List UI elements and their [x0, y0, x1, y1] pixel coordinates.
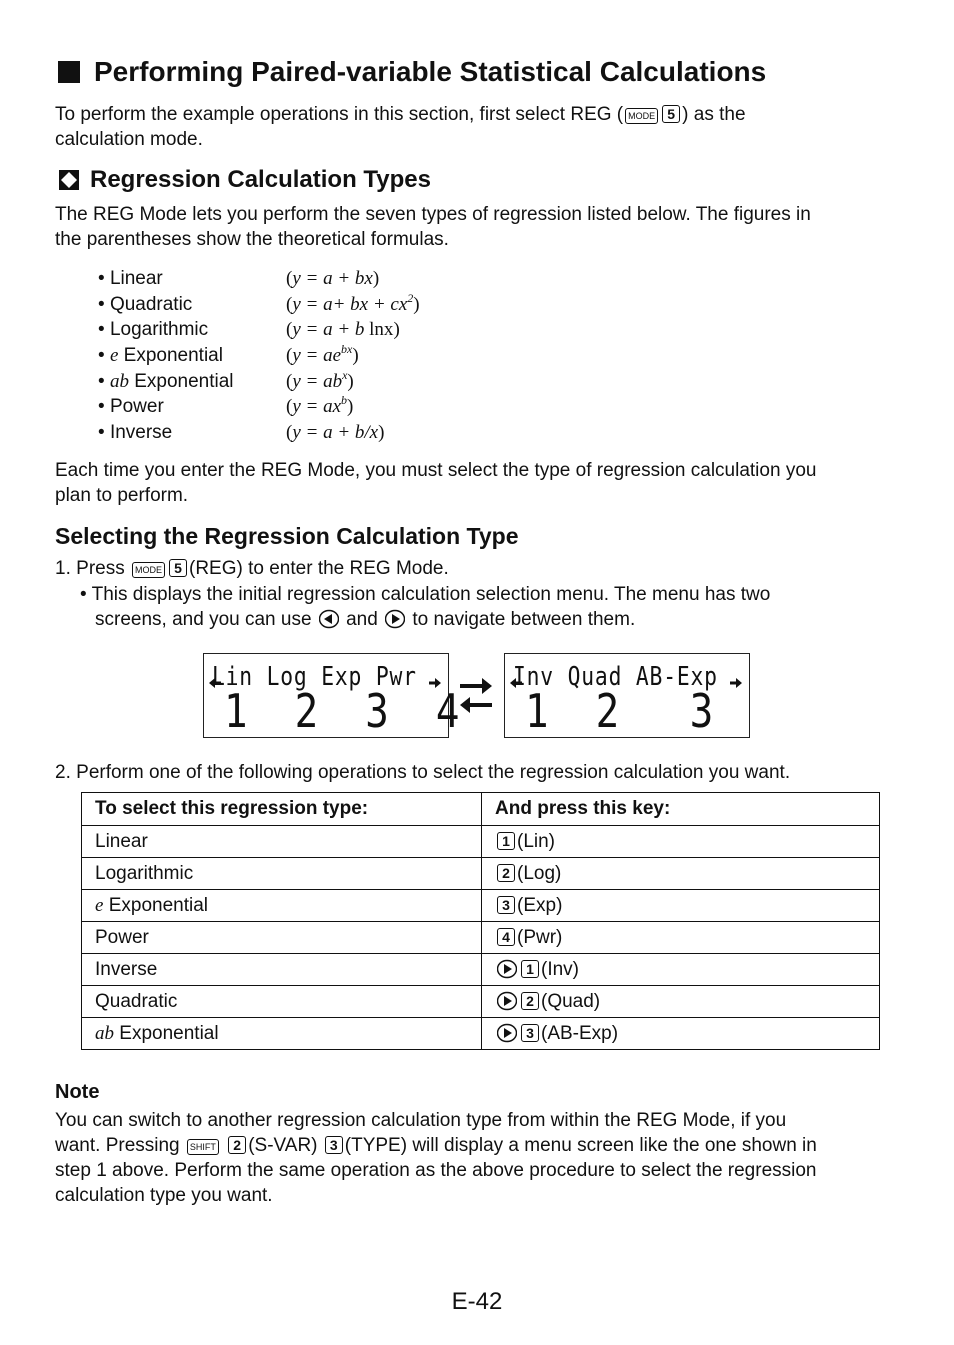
intro-text-after: ) as the: [682, 104, 746, 125]
key-label: (Log): [517, 862, 562, 884]
formula-close-paren: ): [352, 345, 359, 367]
list-item-prefix: ab: [109, 370, 129, 392]
number-key: 1: [521, 960, 539, 978]
selecting-heading: Selecting the Regression Calculation Type: [55, 523, 519, 549]
table-cell-type: [82, 922, 482, 954]
regression-list-item: [98, 367, 354, 395]
table-row: [82, 986, 880, 1018]
step-2-number: 2.: [55, 762, 71, 783]
formula-open-paren: (: [286, 422, 293, 444]
formula-open-paren: (: [286, 319, 293, 341]
number-key: 4: [497, 928, 515, 946]
list-item-formula: [286, 317, 400, 343]
table-row: [82, 922, 880, 954]
type-prefix: e: [95, 894, 104, 916]
table-cell-type: [82, 890, 482, 922]
list-item-name: Power: [109, 396, 164, 418]
type-name: Power: [95, 926, 149, 948]
formula-close-paren: ): [347, 370, 354, 392]
note-svar: (S-VAR): [248, 1135, 318, 1156]
heading-text: Performing Paired-variable Statistical Calculations: [94, 56, 767, 87]
shift-key: SHIFT: [187, 1139, 219, 1155]
table-cell-key: [482, 986, 880, 1018]
list-item-formula: [286, 394, 353, 420]
five-key: 5: [662, 105, 680, 123]
type-name: Inverse: [95, 958, 158, 980]
table-row: [82, 954, 880, 986]
subheading-text: Regression Calculation Types: [90, 166, 431, 193]
list-bullet: •: [98, 396, 105, 418]
note-line4: calculation type you want.: [55, 1185, 273, 1206]
formula-exponent: 2: [407, 290, 414, 305]
section-marker-icon: [58, 169, 80, 191]
list-bullet: •: [98, 293, 105, 315]
type-name: Linear: [95, 830, 148, 852]
table-header-type: To select this regression type:: [82, 793, 482, 826]
table-row: [82, 858, 880, 890]
formula-main: y = ae: [292, 345, 342, 367]
step-1-bullet-text-a: screens, and you can use: [95, 609, 312, 630]
regression-intro: [55, 202, 811, 252]
note-body: [55, 1108, 817, 1208]
step-1-bullet: [80, 582, 770, 632]
step-1-rest: (REG) to enter the REG Mode.: [189, 558, 449, 579]
step-2-text: Perform one of the following operations to select the regression calculation you want.: [76, 762, 791, 783]
formula-close-paren: ): [413, 293, 420, 315]
formula-main: y = a+ bx + cx: [292, 293, 408, 315]
heading-square-icon: [58, 61, 80, 83]
type-name: Exponential: [114, 1022, 219, 1044]
type-prefix: ab: [95, 1022, 114, 1044]
formula-close-paren: ): [393, 319, 400, 341]
note-title: Note: [55, 1081, 100, 1103]
formula-exponent: x: [342, 367, 348, 382]
formula-open-paren: (: [286, 345, 293, 367]
note-line2a: want. Pressing: [55, 1135, 180, 1156]
table-cell-type: [82, 986, 482, 1018]
regression-intro-line1: The REG Mode lets you perform the seven types of regression listed below. The figures in: [55, 204, 811, 225]
key-label: (Exp): [517, 894, 563, 916]
formula-open-paren: (: [286, 370, 293, 392]
type-name: Quadratic: [95, 990, 178, 1012]
formula-exponent: b: [341, 393, 348, 408]
table-row: [82, 1018, 880, 1050]
list-item-name: Linear: [109, 268, 163, 289]
table-cell-key: [482, 922, 880, 954]
reg-mode-note-line1: Each time you enter the REG Mode, you must select the type of regression calculation you: [55, 460, 817, 481]
type-name: Exponential: [103, 894, 209, 916]
table-cell-key: [482, 826, 880, 858]
intro-text-before: To perform the example operations in this section, first select REG (: [55, 104, 624, 125]
lcd-right-arrow-icon: [729, 676, 743, 690]
right-arrow-key-icon: [385, 609, 405, 629]
list-item-prefix: e: [109, 345, 119, 367]
screen-switch-icon: [458, 675, 494, 715]
key-label: (Inv): [541, 958, 579, 980]
right-arrow-key-icon: [497, 959, 517, 979]
lcd-screen-2-menu: Inv Quad AB-Exp: [513, 662, 718, 692]
formula-close-paren: ): [347, 396, 354, 418]
table-cell-key: [482, 858, 880, 890]
list-bullet: •: [98, 422, 105, 444]
step-1-bullet-and: and: [346, 609, 378, 630]
regression-types-heading: [58, 166, 431, 194]
formula-main: y = a + bx: [292, 268, 373, 289]
formula-main: y = ax: [292, 396, 342, 418]
regression-list-item: [98, 420, 385, 446]
lcd-screen-1: [203, 653, 460, 738]
three-key: 3: [325, 1136, 343, 1154]
regression-intro-line2: the parentheses show the theoretical formulas.: [55, 229, 449, 250]
key-label: (Lin): [517, 830, 556, 852]
mode-key: MODE: [132, 562, 165, 578]
two-key: 2: [228, 1136, 246, 1154]
formula-exponent: bx: [341, 342, 353, 357]
list-item-formula: [286, 420, 384, 446]
mode-key: MODE: [625, 108, 658, 124]
key-label: (Quad): [541, 990, 601, 1012]
step-2: [55, 760, 790, 785]
regression-list-item: [98, 342, 359, 369]
list-item-name: Logarithmic: [109, 319, 209, 341]
left-arrow-key-icon: [319, 609, 339, 629]
right-arrow-key-icon: [497, 991, 517, 1011]
lcd-screen-2-numbers: 1 2 3: [525, 684, 714, 738]
formula-close-paren: ): [372, 268, 380, 289]
key-label: (Pwr): [517, 926, 563, 948]
page-number: E-42: [451, 1288, 503, 1315]
regression-list-item: [98, 266, 380, 292]
formula-main: y = a + b/x: [292, 422, 379, 444]
note-line3: step 1 above. Perform the same operation as the above procedure to select the regression: [55, 1160, 817, 1181]
note-line1: You can switch to another regression calculation type from within the REG Mode, if you: [55, 1110, 787, 1131]
table-row: [82, 826, 880, 858]
formula-main: y = ab: [292, 370, 343, 392]
intro-paragraph: [55, 102, 746, 152]
step-1: [55, 556, 449, 581]
number-key: 1: [497, 832, 515, 850]
table-cell-type: [82, 858, 482, 890]
list-item-name: Exponential: [118, 345, 223, 367]
step-1-bullet-line1: • This displays the initial regression calculation selection menu. The menu has two: [80, 584, 771, 605]
page-heading: [58, 56, 766, 88]
reg-mode-note: [55, 458, 816, 508]
table-cell-key: [482, 1018, 880, 1050]
number-key: 3: [521, 1024, 539, 1042]
list-item-formula: [286, 292, 420, 318]
table-cell-type: [82, 954, 482, 986]
list-item-formula: [286, 343, 359, 369]
table-cell-key: [482, 954, 880, 986]
formula-open-paren: (: [286, 293, 293, 315]
regression-list-item: [98, 317, 400, 343]
table-cell-type: [82, 1018, 482, 1050]
table-header-row: [82, 793, 880, 826]
list-bullet: •: [98, 370, 105, 392]
lcd-screen-1-numbers: 1 2 3 4: [224, 684, 460, 738]
formula-main: y = a + b: [292, 319, 370, 341]
list-item-formula: [286, 266, 379, 292]
regression-list-item: [98, 393, 354, 420]
list-item-name: Quadratic: [109, 293, 193, 315]
step-1-press: Press: [76, 558, 125, 579]
list-item-name: Inverse: [109, 422, 173, 444]
intro-line2: calculation mode.: [55, 129, 203, 150]
list-bullet: •: [98, 319, 105, 341]
list-bullet: •: [98, 268, 105, 289]
number-key: 3: [497, 896, 515, 914]
number-key: 2: [497, 864, 515, 882]
list-item-name: Exponential: [128, 370, 234, 392]
regression-key-table: [81, 792, 880, 1050]
step-1-number: 1.: [55, 558, 71, 579]
lcd-screen-2: [504, 653, 750, 738]
list-item-formula: [286, 369, 354, 395]
formula-close-paren: ): [378, 422, 385, 444]
regression-types-list: [98, 266, 420, 446]
table-row: [82, 890, 880, 922]
step-1-bullet-text-b: to navigate between them.: [412, 609, 636, 630]
five-key: 5: [169, 559, 187, 577]
table-header-key: And press this key:: [482, 793, 880, 826]
table-cell-key: [482, 890, 880, 922]
number-key: 2: [521, 992, 539, 1010]
lcd-screen-1-menu: Lin Log Exp Pwr: [212, 662, 417, 692]
type-name: Logarithmic: [95, 862, 194, 884]
formula-ln: lnx: [369, 319, 394, 341]
formula-open-paren: (: [286, 268, 293, 289]
regression-list-item: [98, 290, 420, 318]
list-bullet: •: [98, 345, 105, 367]
note-line2b: (TYPE) will display a menu screen like the one shown in: [344, 1135, 817, 1156]
right-arrow-key-icon: [497, 1023, 517, 1043]
key-label: (AB-Exp): [541, 1022, 619, 1044]
table-cell-type: [82, 826, 482, 858]
reg-mode-note-line2: plan to perform.: [55, 485, 189, 506]
formula-open-paren: (: [286, 396, 293, 418]
